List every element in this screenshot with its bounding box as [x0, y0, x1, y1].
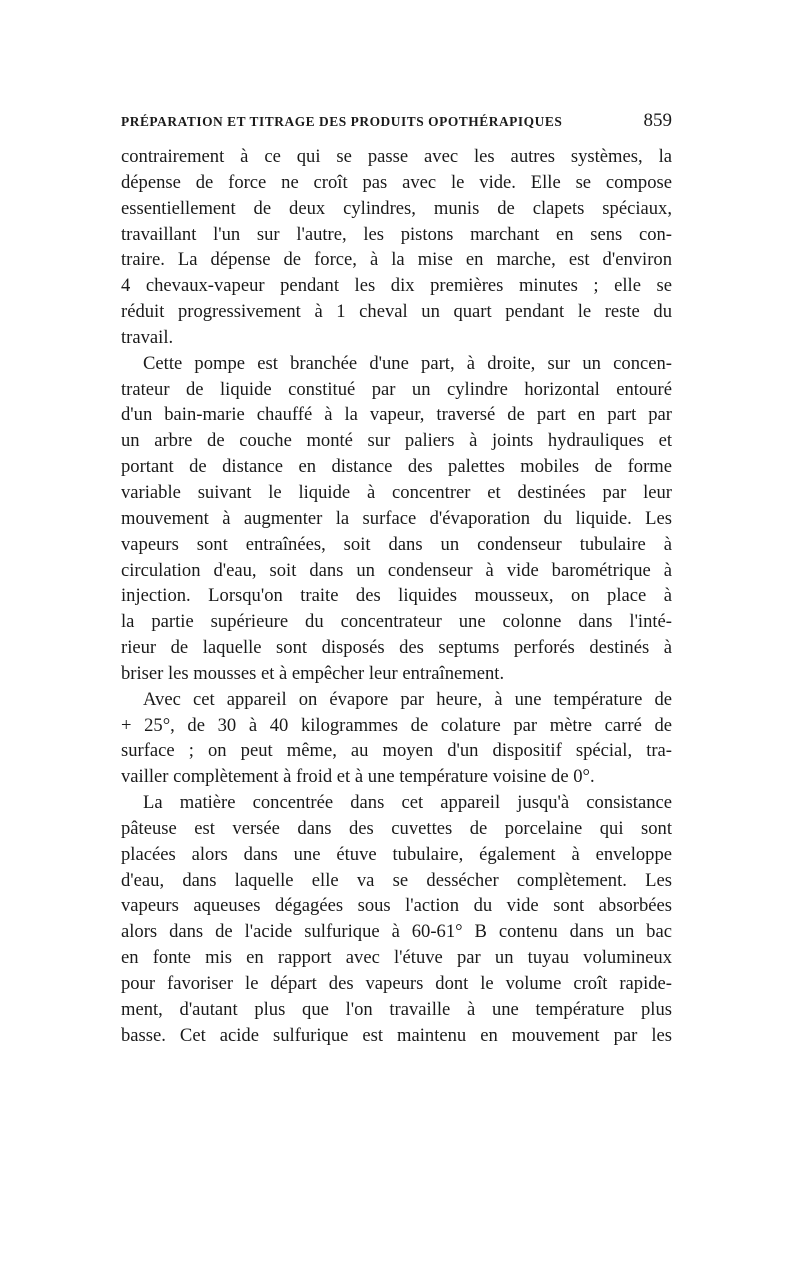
page-number: 859 — [643, 110, 672, 131]
text-line: trateur de liquide constitué par un cylindre horizontal entouré — [121, 378, 672, 400]
text-line: La matière concentrée dans cet appareil jusqu'à consistance — [143, 792, 672, 814]
text-line: injection. Lorsqu'on traite des liquides mousseux, on place à — [121, 585, 672, 607]
text-line: essentiellement de deux cylindres, munis de clapets spéciaux, — [121, 197, 672, 219]
running-title: PRÉPARATION ET TITRAGE DES PRODUITS OPOTHÉRAPIQUES — [121, 114, 563, 129]
text-line: vapeurs aqueuses dégagées sous l'action du vide sont absorbées — [121, 895, 672, 917]
text-line: Avec cet appareil on évapore par heure, à une température de — [143, 688, 672, 710]
text-line: basse. Cet acide sulfurique est maintenu en mouvement par les — [121, 1024, 672, 1046]
text-line: traire. La dépense de force, à la mise en marche, est d'environ — [121, 249, 672, 271]
paragraph — [121, 351, 672, 687]
book-page — [121, 110, 672, 1049]
paragraph — [121, 790, 672, 1048]
text-line: 4 chevaux-vapeur pendant les dix premières minutes ; elle se — [121, 275, 672, 297]
text-line: pâteuse est versée dans des cuvettes de porcelaine qui sont — [121, 817, 672, 839]
text-line: ment, d'autant plus que l'on travaille à une température plus — [121, 998, 672, 1020]
text-line: un arbre de couche monté sur paliers à joints hydrauliques et — [121, 430, 672, 452]
text-line: dépense de force ne croît pas avec le vide. Elle se compose — [121, 171, 672, 193]
paragraph — [121, 687, 672, 790]
text-line: surface ; on peut même, au moyen d'un dispositif spécial, tra- — [121, 740, 672, 762]
text-line: portant de distance en distance des palettes mobiles de forme — [121, 456, 672, 478]
body-text — [121, 144, 672, 1049]
text-line: travail. — [121, 326, 174, 348]
text-line: rieur de laquelle sont disposés des septums perforés destinés à — [121, 637, 672, 659]
text-line: d'eau, dans laquelle elle va se dessécher complètement. Les — [121, 869, 672, 891]
text-line: pour favoriser le départ des vapeurs dont le volume croît rapide- — [121, 973, 672, 994]
text-line: circulation d'eau, soit dans un condenseur à vide barométrique à — [121, 559, 672, 581]
text-line: variable suivant le liquide à concentrer et destinées par leur — [121, 481, 672, 503]
paragraph — [121, 144, 672, 351]
text-line: vailler complètement à froid et à une température voisine de 0°. — [121, 766, 595, 788]
text-line: réduit progressivement à 1 cheval un quart pendant le reste du — [121, 301, 672, 323]
text-line: d'un bain-marie chauffé à la vapeur, traversé de part en part par — [121, 404, 672, 426]
text-line: briser les mousses et à empêcher leur entraînement. — [121, 662, 505, 684]
text-line: mouvement à augmenter la surface d'évaporation du liquide. Les — [121, 507, 672, 529]
text-line: + 25°, de 30 à 40 kilogrammes de colature par mètre carré de — [121, 714, 672, 736]
text-line: contrairement à ce qui se passe avec les autres systèmes, la — [121, 146, 672, 167]
text-line: Cette pompe est branchée d'une part, à droite, sur un concen- — [143, 352, 672, 374]
text-line: vapeurs sont entraînées, soit dans un condenseur tubulaire à — [121, 533, 672, 555]
text-line: la partie supérieure du concentrateur une colonne dans l'inté- — [121, 611, 672, 633]
text-line: en fonte mis en rapport avec l'étuve par un tuyau volumineux — [121, 947, 672, 969]
text-line: placées alors dans une étuve tubulaire, également à enveloppe — [121, 843, 672, 865]
text-line: alors dans de l'acide sulfurique à 60-61° B contenu dans un bac — [121, 921, 672, 943]
running-header — [121, 110, 672, 144]
text-line: travaillant l'un sur l'autre, les pistons marchant en sens con- — [121, 223, 672, 245]
